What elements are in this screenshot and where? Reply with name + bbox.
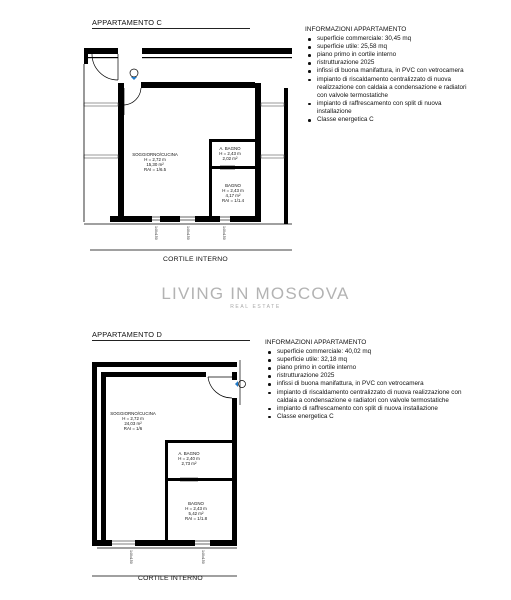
apt-c-abagno-name: A. BAGNO: [219, 146, 241, 151]
apt-d-info-item: impianto di riscaldamento centralizzato di nuova realizzazione con caldaia a condensazione e radiatori con valvole termostatiche: [277, 389, 465, 405]
apt-d-bagno-height: H = 2,43 m: [185, 506, 207, 511]
apt-d-court-label: CORTILE INTERNO: [138, 575, 203, 582]
apt-d-bagno-name: BAGNO: [188, 501, 204, 506]
apt-d-info-item: superficie utile: 32,18 mq: [277, 356, 465, 364]
apt-c-info-item: impianto di riscaldamento centralizzato di nuova realizzazione con caldaia a condensazione e radiatori con valvole termostatiche: [317, 76, 475, 100]
apt-c-bagno-rai: RAI = 1/1.4: [221, 198, 245, 203]
apt-c-info-item: superficie commerciale: 30,45 mq: [317, 35, 475, 43]
apt-c-abagno-height: H = 2,43 m: [219, 151, 241, 156]
apt-c-info-title: INFORMAZIONI APPARTAMENTO: [305, 26, 407, 33]
apt-c-info-item: ristrutturazione 2025: [317, 59, 475, 67]
apt-d-living-name: SOGGIORNO/CUCINA: [110, 411, 156, 416]
apt-d-entry-door: [208, 377, 232, 398]
apt-c-info-item: superficie utile: 25,58 mq: [317, 43, 475, 51]
apt-c-living-rai: RAI = 1/6.5: [143, 167, 167, 172]
apt-c-window-label-3: 140x150: [222, 226, 226, 240]
brand-subtitle: REAL ESTATE: [230, 304, 281, 310]
apt-c-court-label: CORTILE INTERNO: [163, 256, 228, 263]
apt-c-title: APPARTAMENTO C: [92, 18, 163, 27]
apt-c-info-item: infissi di buona manifattura, in PVC con vetrocamera: [317, 67, 475, 75]
apt-c-info-item: impianto di raffrescamento con split di nuova installazione: [317, 100, 475, 116]
apt-d-abagno-height: H = 2,40 m: [178, 456, 200, 461]
apt-c-window-label-2: 140x150: [186, 226, 190, 240]
apt-d-info-item: impianto di raffrescamento con split di nuova installazione: [277, 405, 465, 413]
apt-c-info-item: piano primo in cortile interno: [317, 51, 475, 59]
apt-d-info-item: piano primo in cortile interno: [277, 364, 465, 372]
apt-d-abagno-area: 2,73 m²: [181, 461, 197, 466]
apt-d-living-rai: RAI = 1/6: [123, 426, 143, 431]
apt-d-living-height: H = 2,72 m: [122, 416, 144, 421]
apt-d-window-label-2: 140x150: [201, 550, 205, 564]
apt-d-info-title: INFORMAZIONI APPARTAMENTO: [265, 339, 367, 346]
apt-d-info-item: superficie commerciale: 40,02 mq: [277, 348, 465, 356]
apt-c-abagno-area: 2,02 m²: [222, 156, 238, 161]
apt-d-abagno-name: A. BAGNO: [178, 451, 200, 456]
apt-d-bagno-rai: RAI = 1/1.8: [184, 516, 208, 521]
apt-d-info-panel: [265, 339, 465, 421]
apt-c-living-area: 15,30 m²: [146, 162, 164, 167]
apt-c-living-name: SOGGIORNO/CUCINA: [132, 152, 178, 157]
apt-d-info-item: ristrutturazione 2025: [277, 372, 465, 380]
apt-d-info-item: Classe energetica C: [277, 413, 465, 421]
apt-d-info-item: infissi di buona manifattura, in PVC con vetrocamera: [277, 380, 465, 388]
apt-c-living-height: H = 2,72 m: [144, 157, 166, 162]
apt-c-bagno-name: BAGNO: [225, 183, 241, 188]
apt-d-window-label-1: 140x150: [129, 550, 133, 564]
apt-d-bagno-area: 5,42 m²: [188, 511, 204, 516]
apt-d-living-area: 24,03 m²: [124, 421, 142, 426]
apt-c-info-item: Classe energetica C: [317, 116, 475, 124]
apt-d-title: APPARTAMENTO D: [92, 330, 163, 339]
apt-c-bagno-height: H = 2,43 m: [222, 188, 244, 193]
apt-c-bagno-area: 4,17 m²: [225, 193, 241, 198]
brand-name: LIVING IN MOSCOVA: [161, 284, 350, 303]
apt-c-window-label-1: 140x150: [154, 226, 158, 240]
